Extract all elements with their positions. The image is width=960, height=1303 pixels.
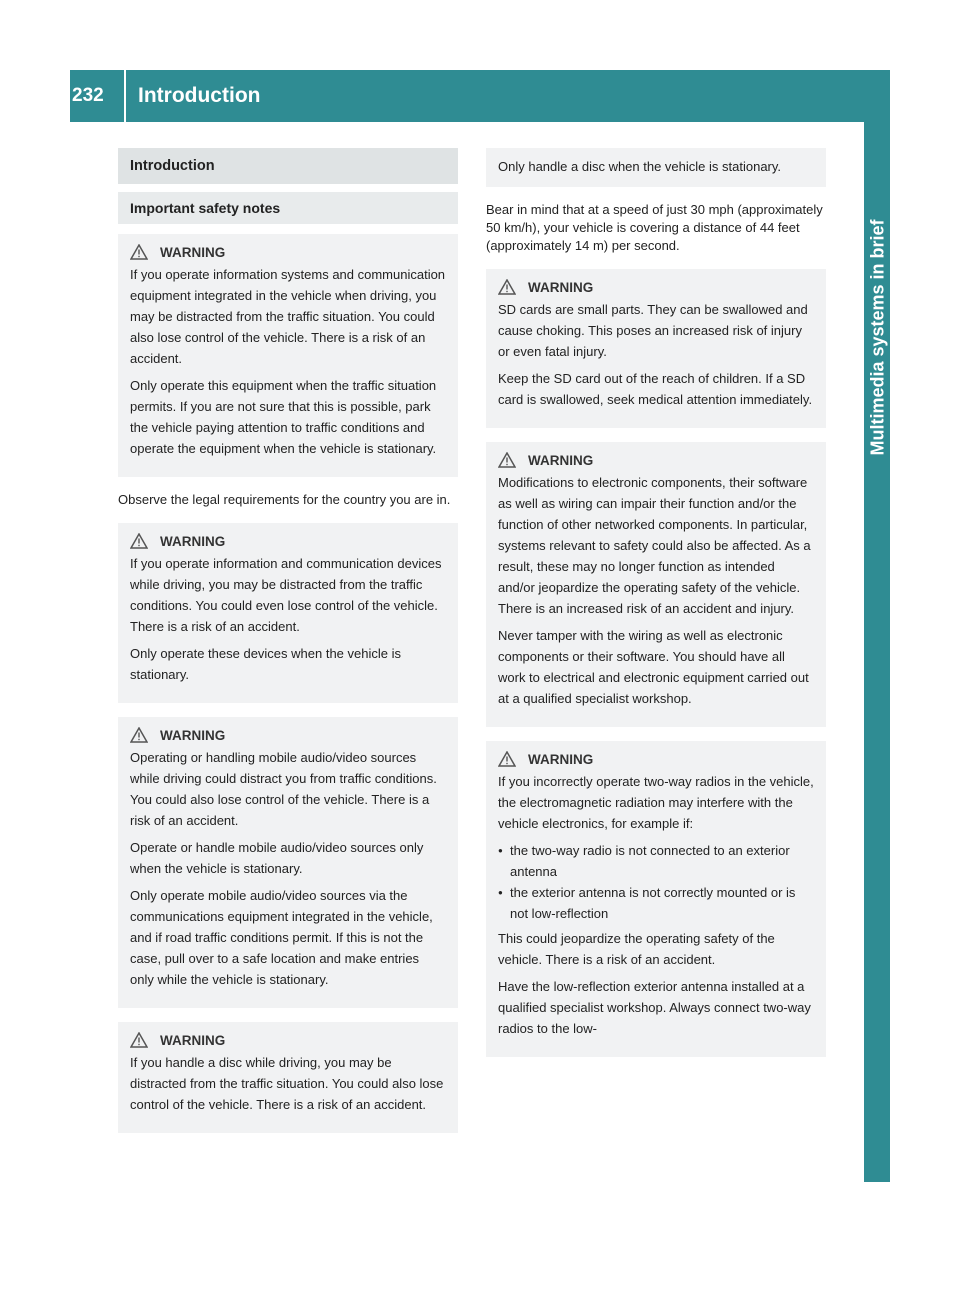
warning-text: Only operate this equipment when the traffic situation permits. If you are not sure that this is possible, park the vehicle paying attention to traffic conditions and operate the equipment when the vehicle is stationary. — [130, 378, 437, 456]
bullet-list — [498, 840, 814, 924]
list-item: ● the two-way radio is not connected to an exterior antenna — [498, 840, 814, 882]
warning-box — [118, 234, 458, 477]
warning-triangle-icon — [130, 533, 148, 549]
warning-label: WARNING — [528, 452, 594, 468]
warning-text: Have the low-reflection exterior antenna installed at a qualified specialist workshop. Always connect two-way radios to the low- — [498, 979, 811, 1036]
warning-triangle-icon — [498, 751, 516, 767]
warning-text: Operating or handling mobile audio/video sources while driving could distract you from traffic conditions. You could also lose control of the vehicle. There is a risk of an accident. — [130, 750, 437, 828]
warning-text: Never tamper with the wiring as well as electronic components or their software. You should have all work to electrical and electronic equipment carried out at a qualified specialist workshop. — [498, 628, 809, 706]
body-text: Bear in mind that at a speed of just 30 mph (approximately 50 km/h), your vehicle is covering a distance of 44 feet (approximately 14 m) per second. — [486, 202, 823, 253]
warning-box — [118, 523, 458, 703]
left-column — [118, 148, 458, 1147]
warning-triangle-icon — [498, 452, 516, 468]
section-title: Introduction — [118, 148, 458, 184]
warning-text: Only handle a disc when the vehicle is stationary. — [498, 159, 782, 174]
warning-text: Only operate mobile audio/video sources via the communications equipment integrated in the vehicle, and if road traffic conditions permit. If this is not the case, pull over to a safe location and make entries only while the vehicle is stationary. — [130, 888, 433, 987]
warning-box — [118, 1022, 458, 1133]
warning-label: WARNING — [160, 533, 226, 549]
warning-label: WARNING — [160, 727, 226, 743]
warning-text: Operate or handle mobile audio/video sources only when the vehicle is stationary. — [130, 840, 424, 876]
warning-text: If you handle a disc while driving, you may be distracted from the traffic situation. You could also lose control of the vehicle. There is a risk of an accident. — [130, 1055, 444, 1112]
warning-label: WARNING — [160, 244, 226, 260]
warning-triangle-icon — [130, 244, 148, 260]
warning-box — [118, 717, 458, 1008]
warning-triangle-icon — [130, 1032, 148, 1048]
warning-text: If you incorrectly operate two-way radios in the vehicle, the electromagnetic radiation may interfere with the vehicle electronics, for example if: — [498, 774, 814, 831]
warning-box — [486, 741, 826, 1057]
body-text: Observe the legal requirements for the country you are in. — [118, 492, 451, 507]
warning-text: Only operate these devices when the vehicle is stationary. — [130, 646, 401, 682]
warning-text: Modifications to electronic components, their software as well as wiring can impair their function and/or the function of other networked components. In particular, systems relevant to safety could also be affected. As a result, these may no longer function as intended and/or jeopardize the operating safety of the vehicle. There is an increased risk of an accident and injury. — [498, 475, 811, 616]
warning-triangle-icon — [498, 279, 516, 295]
warning-continuation — [486, 148, 826, 187]
warning-text: This could jeopardize the operating safety of the vehicle. There is a risk of an accident. — [498, 931, 775, 967]
warning-text: SD cards are small parts. They can be swallowed and cause choking. This poses an increased risk of injury or even fatal injury. — [498, 302, 808, 359]
warning-box — [486, 269, 826, 428]
warning-text: If you operate information systems and communication equipment integrated in the vehicle when driving, you may be distracted from the traffic situation. You could also lose control of the vehicle. There is a risk of an accident. — [130, 267, 446, 366]
chapter-sidebar — [864, 122, 890, 1182]
list-item: ● the exterior antenna is not correctly mounted or is not low-reflection — [498, 882, 814, 924]
warning-label: WARNING — [528, 751, 594, 767]
page-number: 232 — [70, 70, 126, 122]
subsection-title: Important safety notes — [118, 192, 458, 224]
chapter-label: Multimedia systems in brief — [867, 218, 888, 456]
warning-text: Keep the SD card out of the reach of children. If a SD card is swallowed, seek medical attention immediately. — [498, 371, 813, 407]
warning-label: WARNING — [160, 1032, 226, 1048]
warning-box — [486, 442, 826, 727]
page-title: Introduction — [138, 84, 261, 107]
right-column — [486, 148, 826, 1071]
warning-text: If you operate information and communication devices while driving, you may be distracted from the traffic conditions. You could even lose control of the vehicle. There is a risk of an accident. — [130, 556, 442, 634]
warning-label: WARNING — [528, 279, 594, 295]
page-header — [70, 70, 890, 122]
warning-triangle-icon — [130, 727, 148, 743]
